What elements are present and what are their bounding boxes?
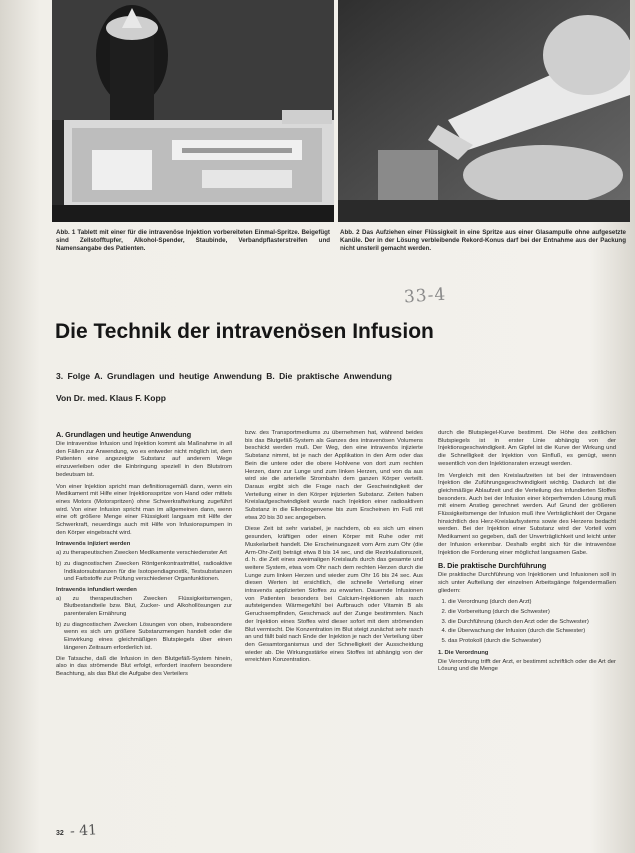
photo-ampoule	[338, 0, 630, 222]
ampoule-illustration	[338, 0, 630, 222]
list-item: b) zu diagnostischen Zwecken Röntgenkontrastmittel, radioaktive Indikatorsubstanzen für die Isotopendiagnostik, Testsubstanzen und Farbstoffe zur Prüfung verschiedener Organfunktionen.	[56, 560, 232, 583]
list-item: b) zu diagnostischen Zwecken Lösungen von oben, insbesondere wenn es sich um größere Substanzmengen handelt oder die Einwirkung eines gleichmäßigen Blutspiegels über einen längeren Zeitraum erforderlich ist.	[56, 621, 232, 651]
paragraph: durch die Blutspiegel-Kurve bestimmt. Die Höhe des zeitlichen Blutspiegels ist in erster Linie abhängig von der Injektionsgeschwindigkeit. Am Gipfel ist die Kurve der Wirkung und die Schnelligkeit der Injektion von Einfluß, es genügt, wenn wesentlich von den Injektionsraten erzeugt werden.	[438, 430, 616, 467]
figure-caption-2: Abb. 2 Das Aufziehen einer Flüssigkeit in eine Spritze aus einer Glasampulle ohne aufgesetzte Kanüle. Der in der Lösung verbleibende Rekord-Konus darf bei der Entnahme aus der Packung nicht unsteril gemacht werden.	[340, 229, 626, 253]
steps-list	[438, 599, 616, 646]
list-lead: Intravenös injiziert werden	[56, 541, 131, 548]
paragraph: Die praktische Durchführung von Injektionen und Infusionen soll in sich unter Aufteilung der einzelnen Arbeitsgänge folgendermaßen gliedern:	[438, 572, 616, 594]
article-title: Die Technik der intravenösen Infusion	[55, 320, 434, 343]
paragraph: Von einer Injektion spricht man definitionsgemäß dann, wenn ein Medikament mit Hilfe einer Injektionsspritze von Hand oder mittels eines Motors (Motorspritzen) ohne Schwerkraftwirkung zugeführt wird. Von einer Infusion spricht man im allgemeinen dann, wenn eine oft größere Menge einer Flüssigkeit langsam mit Hilfe der Schwerkraft, neuerdings auch mit Hilfe von Infusionspumpen in den Körper eingebracht wird.	[56, 483, 232, 536]
paragraph: Diese Zeit ist sehr variabel, je nachdem, ob es sich um einen gesunden, kräftigen oder einen Körper mit Ruhe oder mit Muskelarbeit handelt. Die Erscheinungszeit vom Arm zum Ohr (die Arm-Ohr-Zeit) beträgt etwa 8 bis 14 sec, und die Rezirkulationszeit, d. h. die Zeit eines zweimaligen Kreislaufs durch das gesamte und weitere System, etwa vom Ohr nach dem rechten Herzen durch die Lunge zum linken Herzen und wieder zum Ohr 16 bis 24 sec. Aus diesen Werten ist ersichtlich, die schnelle Verteilung einer intravenös applizierten Stoffes zu erwarten. Dauernde Infusionen von Patienten besonders bei Calcium-Injektionen als rasch aufsteigendes Wärmegefühl bei Aufbrauch oder Vitamin B als Geruchsempfinden, Geschmack auf der Zunge bestimmten. Nach der Injektion eines Stoffes wird dieser sofort mit dem strömenden Blut vermischt. Die Konzentration im Blut steigt zunächst sehr rasch an und fällt bald nach Ende der Injektion je nach der Verteilung über den Gesamtorganismus und der Schnelligkeit der Ausscheidung wieder ab. Die Wirkungsstärke eines Stoffes ist abhängig von der erreichten Konzentration.	[245, 526, 423, 664]
list-item: a) zu therapeutischen Zwecken Medikamente verschiedenster Art	[56, 550, 227, 557]
subsection-heading: 1. Die Verordnung	[438, 649, 489, 656]
article-author: Von Dr. med. Klaus F. Kopp	[56, 393, 166, 403]
paragraph: Die intravenöse Infusion und Injektion kommt als Maßnahme in all den Fällen zur Anwendung, wo es entweder nicht möglich ist, dem Patienten eine angezeigte Substanz auf anderem Wege einzuverleiben oder die Einbringung speziell in den Blutstrom bedeutsam ist.	[56, 441, 232, 478]
list-item: 5. das Protokoll (durch die Schwester)	[448, 638, 616, 646]
tray-illustration	[52, 0, 334, 222]
paragraph: Im Vergleich mit den Kreislaufzeiten ist bei der intravenösen Injektion die Zuführungsgeschwindigkeit wichtig. Dadurch ist die gleichmäßige Ablaufzeit und die Verteilung des infundierten Stoffes besonders. Auch bei der Infusion einer körperfremden Lösung muß mit einem Anstieg gerechnet werden. Auf Grund der größeren Flüssigkeitsmenge der Infusion muß ihre Verträglichkeit der Organe hinsichtlich des Herz-Kreislaufsystems sowie des Herzens bedacht werden. Bei der Injektion einer Substanz wird der Vorteil vom Medikament so gegeben, daß der Unverträglichkeit und leicht unter der Infusion erkennbar. Deshalb ergibt sich für die intravenöse Injektion die Forderung einer möglichst langsamen Gabe.	[438, 472, 616, 556]
list-item: 4. die Überwachung der Infusion (durch die Schwester)	[448, 628, 616, 636]
list-item: 2. die Vorbereitung (durch die Schwester)	[448, 609, 616, 617]
list-item: 1. die Verordnung (durch den Arzt)	[448, 599, 616, 607]
text-column-2	[245, 430, 423, 840]
section-heading-a: A. Grundlagen und heutige Anwendung	[56, 430, 192, 439]
list-item: a) zu therapeutischen Zwecken Flüssigkeitsmengen, Blutbestandteile bzw. Blut, Zucker- und Alkohollösungen zur parenteralen Ernährung	[56, 595, 232, 618]
paragraph: bzw. des Transportmediums zu übernehmen hat, während beides bis das Blutgefäß-System als Ganzes des intravenösen Volumens beschickt werden muß. Der Weg, den eine intravenös injizierte Substanz nimmt, ist je nach der Applikation in den Arm oder das Bein die untere oder die obere Hohlvene von dort zum rechten Herzen, dann zur Lunge und zum linken Herzen, und von da aus wird sie die arterielle Strombahn dem ganzen Körper verteilt. Daraus ergibt sich die Frage nach der Geschwindigkeit der Verteilung einer in den Körper injizierten Substanz. Zeiten haben Kreislaufgeschwindigkeit wurde nach Injektion einer radioaktiven Substanz in die Ellenbogenvene bis zum Erscheinen im Fuß mit etwa 20 bis 30 sec angegeben.	[245, 430, 423, 521]
handwritten-note: 33-4	[403, 284, 447, 308]
handwritten-signature: - 41	[69, 822, 98, 840]
list-lead: Intravenös infundiert werden	[56, 586, 137, 593]
paragraph: Die Verordnung trifft der Arzt, er bestimmt schriftlich oder die Art der Lösung und die Menge	[438, 658, 616, 673]
text-column-3	[438, 430, 616, 840]
figure-caption-1: Abb. 1 Tablett mit einer für die intravenöse Injektion vorbereiteten Einmal-Spritze. Beigefügt sind Zellstofftupfer, Alkohol-Spender, Staubinde, Verbandpflasterstreifen und Namensangabe des Patienten.	[56, 229, 330, 253]
paragraph: Die Tatsache, daß die Infusion in den Blutgefäß-System hinein, also in das strömende Blut erfolgt, erfordert insofern besondere Beachtung, als das Blut die Aufgabe des Verteilers	[56, 655, 232, 677]
photo-syringe-tray	[52, 0, 334, 222]
article-subtitle: 3. Folge A. Grundlagen und heutige Anwendung B. Die praktische Anwendung	[56, 371, 392, 381]
list-item: 3. die Durchführung (durch den Arzt oder die Schwester)	[448, 619, 616, 627]
section-heading-b: B. Die praktische Durchführung	[438, 561, 547, 571]
text-column-1	[56, 430, 232, 840]
page-number: 32	[56, 830, 64, 837]
